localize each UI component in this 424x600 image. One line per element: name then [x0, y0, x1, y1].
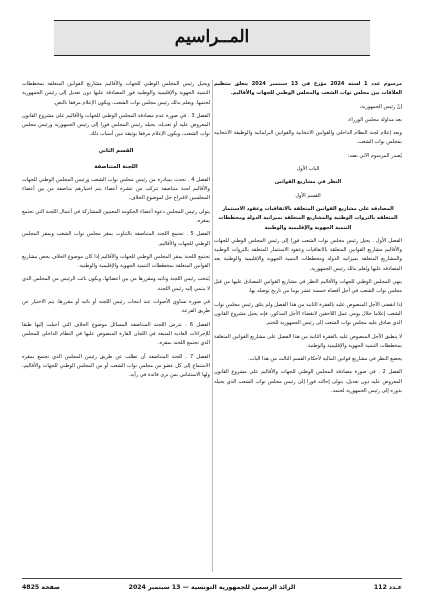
paragraph: لا ينطبق الأجل المنصوص عليه بالفقرة الثانية من هذا الفصل على مشاريع القوانين المتعلقة بمخططات التنمية الجهوية والإقليمية والوطنية.	[214, 333, 402, 349]
paragraph: تجتمع اللجنة بمقر المجلس الوطني للجهات والأقاليم إذا كان موضوع الخلاف يخص مشاريع القوانين المتعلقة بمخططات التنمية الجهوية والإقليمية والوطنية.	[22, 253, 210, 270]
paragraph: ويحيل رئيس المجلس الوطني للجهات والأقاليم مشاريع القوانين المتعلقة بمخططات التنمية الجهوية والإقليمية والوطنية فور المصادقة عليها دون تعديل إلى رئيس الجمهورية لختمها. ويعلم بذلك رئيس مجلس نواب الشعب، ويكون الإعلام مرفقا بالنص.	[22, 81, 210, 106]
right-column	[214, 80, 402, 572]
paragraph: يتولى رئيس المجلس دعوة أعضاء الحكومة المعنيين للمشاركة في أعمال اللجنة التي تجتمع بمقره.	[22, 208, 210, 224]
paragraph: مرسوم عدد 1 لسنة 2024 مؤرخ في 13 سبتمبر 2024 يتعلق بتنظيم العلاقات بين مجلس نواب الشعب والمجلس الوطني للجهات والأقاليم.	[214, 81, 402, 97]
paragraph: الفصل 5 . تجتمع اللجنة المتناصفة بالتناوب بمقر مجلس نواب الشعب وبمقر المجلس الوطني للجهات والأقاليم.	[22, 231, 210, 247]
footer-rule	[22, 578, 402, 579]
page-number: صفحة 4825	[22, 584, 61, 591]
paragraph: النظر في مشاريع القوانين	[274, 179, 342, 186]
paragraph: يخضع النظر في مشاريع قوانين المالية لأحكام القسم الثالث من هذا الباب.	[248, 356, 402, 363]
paragraph: بعد مداولة مجلس الوزراء،	[347, 116, 402, 123]
paragraph: الفصل 6 . تدرس اللجنة المتناصفة المسائل موضوع الخلاف التي أحيلت إليها طبقا للإجراءات العادية المتبعة في اللجان القارة المنصوص عليها في النظام الداخلي للمجلس الذي تجتمع اللجنة بمقره.	[22, 321, 210, 347]
page-footer	[22, 582, 402, 594]
paragraph: المصادقة على مشاريع القوانين المتعلقة بالاتفاقيات وعقود الاستثمار المتعلقة بالثروات الوطنية والمشاريع المتعلقة بميزانية الدولة ومخططات التنمية الجهوية والإقليمية والوطنية	[218, 205, 398, 231]
paragraph: القسم الأول	[295, 192, 321, 199]
paragraph: الفصل 2 . في صورة مصادقة المجلس الوطني للجهات والأقاليم على مشروع القانون المعروض عليه دون تعديل، يتولى إحالته فورا إلى رئيس مجلس نواب الشعب الذي يحيله بدوره إلى رئيس الجمهورية لختمه.	[214, 369, 402, 395]
paragraph: الفصل 4 . تحدث بمبادرة من رئيس مجلس نواب الشعب ورئيس المجلس الوطني للجهات والأقاليم لجنة متناصفة تتركب من عشرة أعضاء يتم اختيارهم مناصفة من بين أعضاء المجلسين لاقتراح حل لموضوع الخلاف.	[22, 176, 210, 202]
issue-number: عـدد 112	[373, 584, 402, 591]
paragraph: الفصل الأول . يحيل رئيس مجلس نواب الشعب فورا إلى رئيس المجلس الوطني للجهات والأقاليم مشاريع القوانين المتعلقة بالاتفاقيات وعقود الاستثمار المتعلقة بالثروات الوطنية والمشاريع المتعلقة بميزانية الدولة ومخططات التنمية الجهوية والإقليمية والوطنية بعد المصادقة عليها ويُعلم بذلك رئيس الجمهورية.	[214, 237, 402, 272]
paragraph: وبعد إعلام لجنة النظام الداخلي والقوانين الانتخابية والقوانين البرلمانية والوظيفة الانتخابية بمجلس نواب الشعب.	[214, 130, 402, 146]
paragraph: إنّ رئيس الجمهورية،	[359, 103, 402, 110]
paragraph: في صورة تساوي الأصوات عند انتخاب رئيس اللجنة أو نائبه أو مقررها، يتم الاختيار عن طريق القرعة.	[22, 299, 210, 315]
left-column	[22, 80, 210, 572]
paragraph: الفصل 3 . في صورة عدم مصادقة المجلس الوطني للجهات والأقاليم على مشروع القانون المعروض عليه أو تعديله، يحيله رئيس المجلس فورا إلى رئيس الجمهورية ورئيس مجلس نواب الشعب، ويكون الإعلام مرفقا بوثيقة تبين أسباب ذلك.	[22, 112, 210, 138]
journal-title: الرائد الرسمي للجمهورية التونسية — 13 سبتمبر 2024	[128, 584, 296, 591]
paragraph: الفصل 7 . للجنة المتناصفة أن تطلب عن طريق رئيس المجلس الذي تجتمع بمقره الاستماع إلى كل عضو من مجلس نواب الشعب أو من المجلس الوطني للجهات والأقاليم، ولها الاستئناس بمن ترى فائدة في رأيه.	[22, 353, 210, 379]
paragraph: القسم الثاني	[98, 147, 134, 154]
paragraph: يُنتخب رئيس اللجنة ونائبه ومقررها من بين أعضائها، ويكون نائب الرئيس من المجلس الذي لا ينتمي إليه رئيس اللجنة.	[22, 276, 210, 292]
paragraph: الباب الأول	[296, 166, 320, 173]
paragraph: ينهي المجلس الوطني للجهات والأقاليم النظر في مشاريع القوانين المصادق عليها من قبل مجلس نواب الشعب في أجل أقصاه خمسة عشر يوما من تاريخ توصله بها.	[214, 279, 402, 295]
paragraph: اللجنة المتناصفة	[94, 163, 138, 170]
column-divider	[212, 80, 213, 572]
paragraph: إذا انقضى الأجل المنصوص عليه بالفقرة الثانية من هذا الفصل ولم يتلق رئيس مجلس نواب الشعب إعلاما خلال يومي عمل اللاحقين لانقضاء الأجل المذكور، فإنه يحيل مشروع القانون الذي صادق عليه مجلس نواب الشعب إلى رئيس الجمهورية للختم.	[214, 301, 402, 327]
paragraph: يُصدر المرسوم الآتي نصه:	[347, 152, 402, 159]
page-title: المــراسيم	[174, 27, 250, 47]
